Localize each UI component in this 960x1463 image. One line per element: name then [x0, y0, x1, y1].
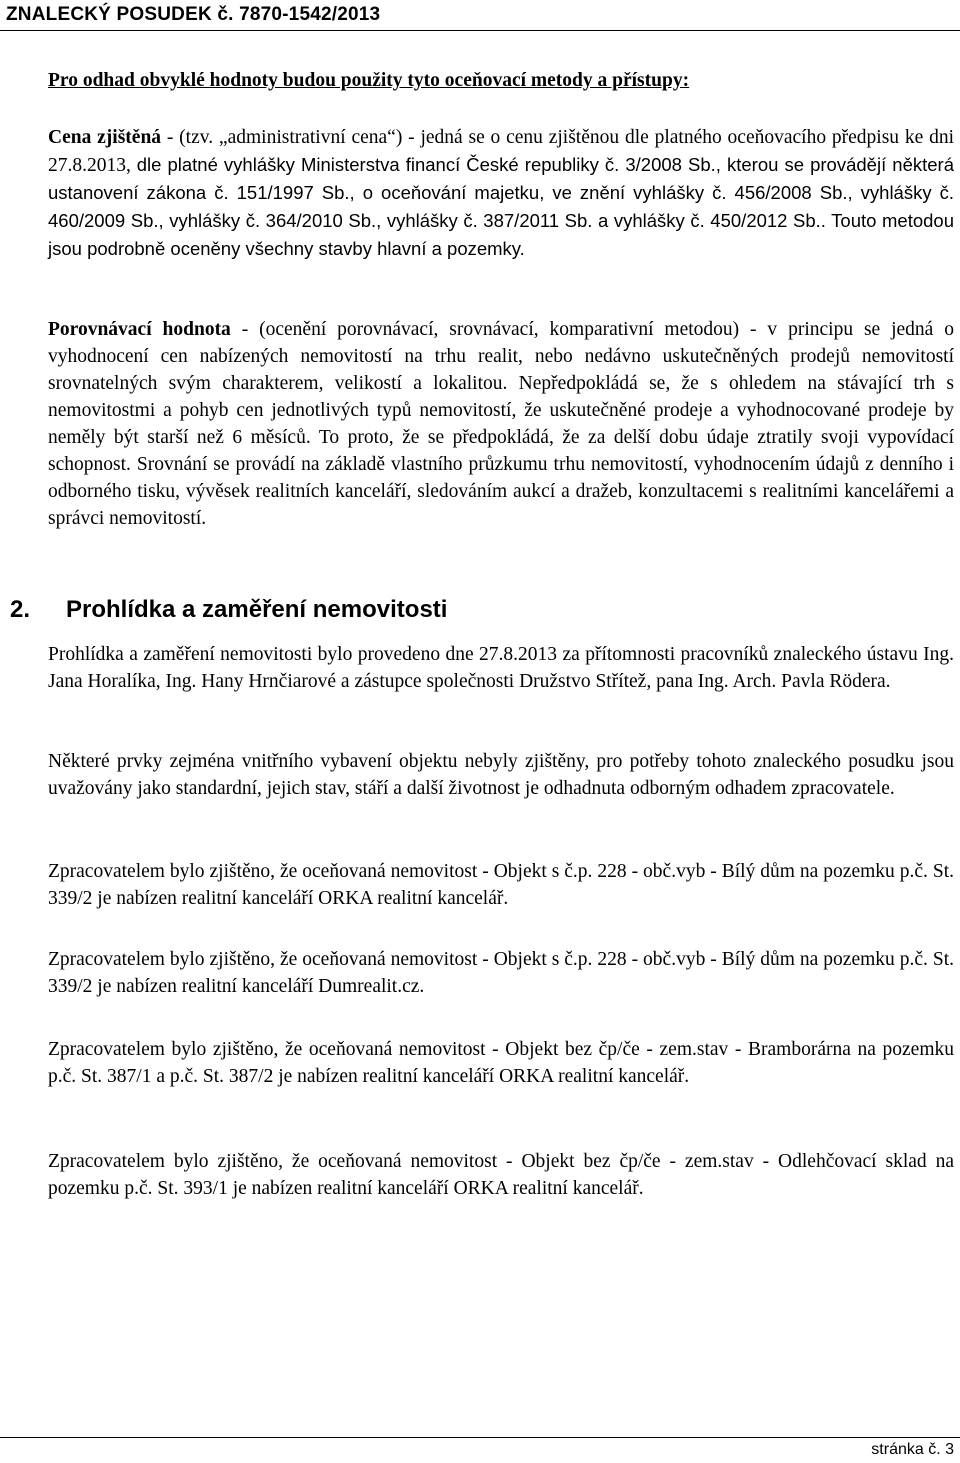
porovnavaci-text: - (ocenění porovnávací, srovnávací, komparativní metodou) - v principu se jedná o vyhodnocení cen nabízených nemovitostí na trhu realit, nebo nedávno uskutečněných prodejů nemovitostí srovnatelných svým charakterem, velikostí a lokalitou. Nepředpokládá se, že s ohledem na stávající trh s nemovitostmi a pohyb cen jednotlivých typů nemovitostí, že uskutečněné prodeje a vyhodnocované prodeje by neměly být starší než 6 měsíců. To proto, že se předpokládá, že za delší dobu údaje ztratily svoji vypovídací schopnost. Srovnání se provádí na základě vlastního průzkumu trhu nemovitostí, vyhodnocením údajů z denního i odborného tisku, vývěsek realitních kanceláří, sledováním aukcí a dražeb, konzultacemi s realitními kancelářemi a správci nemovitostí.	[48, 319, 954, 529]
page-number: stránka č. 3	[871, 1441, 954, 1458]
porovnavaci-paragraph	[48, 316, 954, 532]
cena-zjistena-paragraph	[48, 124, 954, 263]
inspection-paragraph: Prohlídka a zaměření nemovitosti bylo provedeno dne 27.8.2013 za přítomnosti pracovníků znaleckého ústavu Ing. Jana Horalíka, Ing. Hany Hrnčiarové a zástupce společnosti Družstvo Střítež, pana Ing. Arch. Pavla Rödera.	[48, 644, 954, 692]
section-2-title: Prohlídka a zaměření nemovitosti	[66, 596, 448, 623]
header-divider	[0, 30, 960, 31]
offer-paragraph-3: Zpracovatelem bylo zjištěno, že oceňovaná nemovitost - Objekt bez čp/če - zem.stav - Bramborárna na pozemku p.č. St. 387/1 a p.č. St. 387/2 je nabízen realitní kanceláří ORKA realitní kancelář.	[48, 1039, 954, 1087]
cena-zjistena-label: Cena zjištěná	[48, 127, 162, 148]
offer-paragraph-1: Zpracovatelem bylo zjištěno, že oceňovaná nemovitost - Objekt s č.p. 228 - obč.vyb - Bílý dům na pozemku p.č. St. 339/2 je nabízen realitní kanceláří ORKA realitní kancelář.	[48, 861, 954, 909]
offer-paragraph-4: Zpracovatelem bylo zjištěno, že oceňovaná nemovitost - Objekt bez čp/če - zem.stav - Odlehčovací sklad na pozemku p.č. St. 393/1 je nabízen realitní kanceláří ORKA realitní kancelář.	[48, 1151, 954, 1199]
cena-zjistena-text-1: - (tzv. „administrativní cena“) - jedná se o cenu zjištěnou dle platného oceňovacího předpisu ke dni 27.8.2013,	[48, 127, 955, 176]
porovnavaci-label: Porovnávací hodnota	[48, 319, 231, 340]
methods-heading: Pro odhad obvyklé hodnoty budou použity tyto oceňovací metody a přístupy:	[48, 70, 690, 91]
cena-zjistena-text-2: dle platné vyhlášky Ministerstva financí České republiky č. 3/2008 Sb., kterou se provádějí některá ustanovení zákona č. 151/1997 Sb., o oceňování majetku, ve znění vyhlášky č. 456/2008 Sb., vyhlášky č. 460/2009 Sb., vyhlášky č. 364/2010 Sb., vyhlášky č. 387/2011 Sb. a vyhlášky č. 450/2012 Sb.. Touto metodou jsou podrobně oceněny všechny stavby hlavní a pozemky.	[48, 154, 954, 259]
report-header-title: ZNALECKÝ POSUDEK č. 7870-1542/2013	[6, 4, 381, 25]
equipment-paragraph: Některé prvky zejména vnitřního vybavení objektu nebyly zjištěny, pro potřeby tohoto znaleckého posudku jsou uvažovány jako standardní, jejich stav, stáří a další životnost je odhadnuta odborným odhadem zpracovatele.	[48, 751, 954, 799]
section-2-heading	[10, 596, 447, 624]
offer-paragraph-2: Zpracovatelem bylo zjištěno, že oceňovaná nemovitost - Objekt s č.p. 228 - obč.vyb - Bílý dům na pozemku p.č. St. 339/2 je nabízen realitní kanceláří Dumrealit.cz.	[48, 949, 954, 997]
section-2-number: 2.	[10, 596, 31, 623]
footer-divider	[0, 1437, 960, 1438]
